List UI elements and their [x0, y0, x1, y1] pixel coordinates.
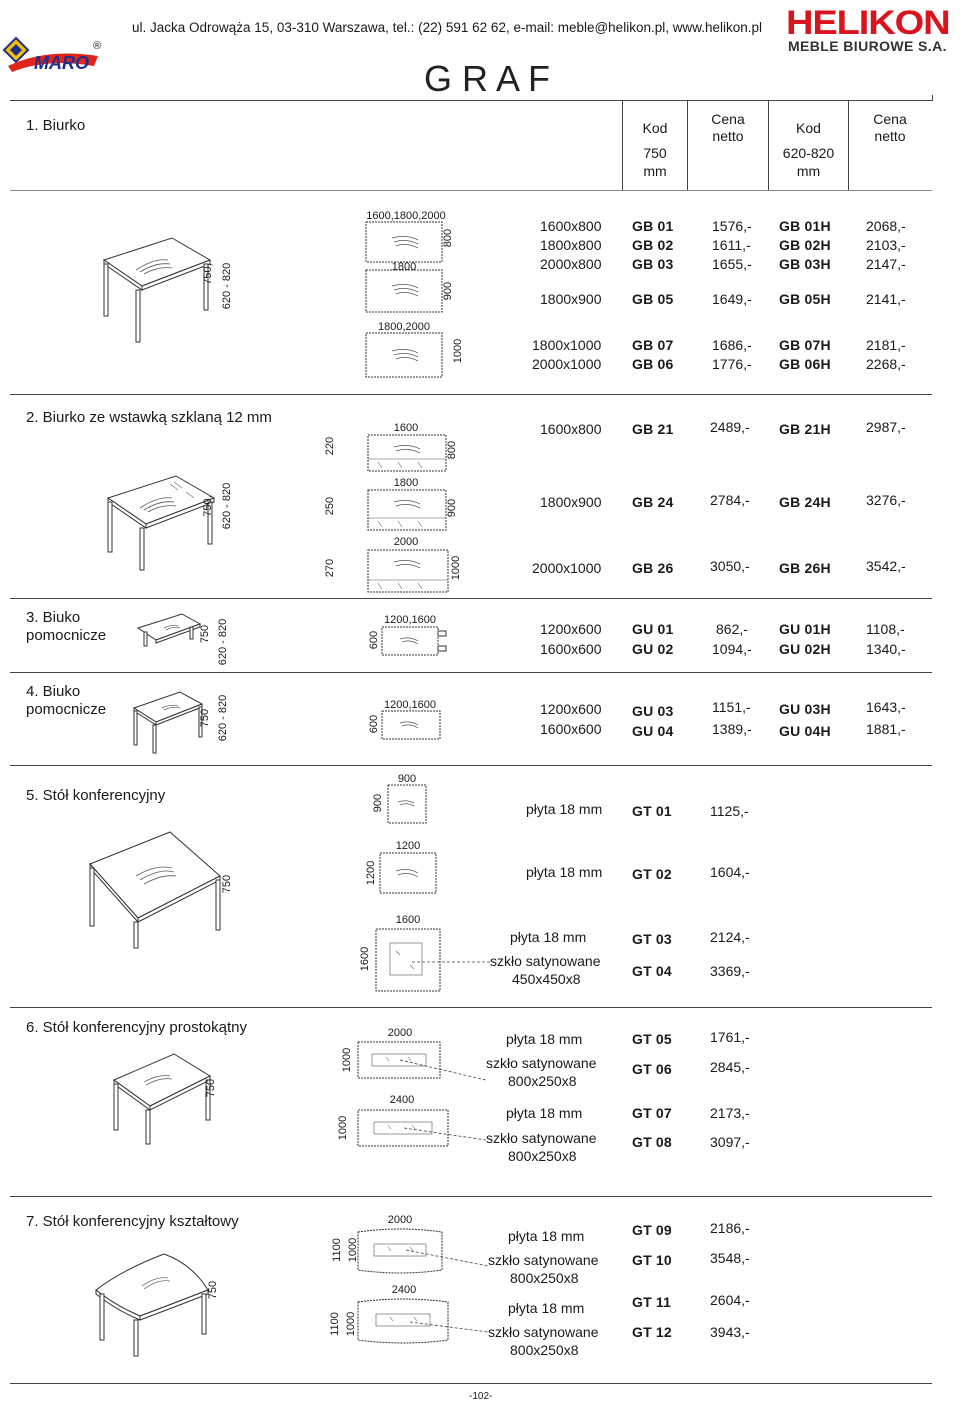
s2-height-1: 750, — [202, 495, 214, 517]
s4-code-1: GU 04 — [632, 723, 674, 739]
s7-leader-1 — [406, 1250, 492, 1270]
s6-leader-1 — [400, 1060, 490, 1090]
s5-code-0: GT 01 — [632, 803, 672, 819]
section-1-title: 1. Biurko — [26, 117, 86, 134]
s1-code-h-2: GB 03H — [779, 256, 831, 272]
col-line-2 — [687, 101, 688, 190]
s1-price-h-3: 2141,- — [866, 291, 906, 307]
s4-code-0: GU 03 — [632, 703, 674, 719]
s5-height: 750 — [221, 874, 233, 894]
s3-code-0: GU 01 — [632, 621, 674, 637]
s2-plan-2 — [368, 490, 446, 530]
divider-s3 — [10, 598, 932, 599]
s1-dim-right-2: 900 — [442, 281, 454, 301]
maro-logo-icon — [6, 36, 106, 76]
s5-desc-0: płyta 18 mm — [526, 801, 603, 817]
s7-desc-0: płyta 18 mm — [508, 1228, 585, 1244]
s6-dim-left-2: 1000 — [337, 1115, 349, 1141]
s1-code-1: GB 02 — [632, 237, 674, 253]
s1-plan-2 — [366, 333, 442, 377]
s6-price-3: 3097,- — [710, 1134, 750, 1150]
header-address: ul. Jacka Odrowąża 15, 03-310 Warszawa, tel.: (22) 591 62 62, e-mail: meble@helikon.pl, www.helikon.pl — [132, 20, 763, 35]
s7-code-1: GT 10 — [632, 1252, 672, 1268]
s6-desc2-3: 800x250x8 — [508, 1148, 577, 1164]
s7-code-2: GT 11 — [632, 1294, 672, 1310]
s6-price-1: 2845,- — [710, 1059, 750, 1075]
s1-price-h-2: 2147,- — [866, 256, 906, 272]
s1-size-0: 1600x800 — [540, 218, 602, 234]
s2-dim-right-3: 1000 — [450, 555, 462, 581]
s3-price-0: 862,- — [716, 621, 748, 637]
divider-s7 — [10, 1196, 932, 1197]
helikon-logo-sub: MEBLE BIUROWE S.A. — [788, 38, 947, 54]
desk-illustration-1 — [96, 230, 216, 340]
s1-dim-top-1: 1600,1800,2000 — [366, 210, 446, 222]
s5-price-0: 1125,- — [710, 803, 749, 819]
s7-price-2: 2604,- — [710, 1292, 750, 1308]
s4-height-2: 620 - 820 — [217, 694, 229, 742]
s5-dim-left-3: 1600 — [359, 946, 371, 972]
s5-price-1: 1604,- — [710, 864, 750, 880]
s1-code-h-5: GB 06H — [779, 356, 831, 372]
s5-plan-1 — [388, 785, 426, 823]
s3-price-1: 1094,- — [712, 641, 752, 657]
s4-plan — [382, 711, 442, 739]
s2-price-h-0: 2987,- — [866, 419, 906, 435]
s2-price-1: 2784,- — [710, 492, 750, 508]
col-kod-1-dim: 750 — [643, 145, 667, 161]
s1-dim-mid: 1800 — [391, 261, 417, 273]
s7-desc-1: szkło satynowane — [488, 1252, 599, 1268]
s1-price-h-1: 2103,- — [866, 237, 906, 253]
s6-height: 750 — [205, 1078, 217, 1098]
s5-desc-2: płyta 18 mm — [510, 929, 587, 945]
s7-price-0: 2186,- — [710, 1220, 750, 1236]
s3-price-h-1: 1340,- — [866, 641, 906, 657]
s4-price-h-0: 1643,- — [866, 699, 906, 715]
s4-code-h-0: GU 03H — [779, 701, 831, 717]
s5-dim-top-1: 900 — [397, 773, 417, 785]
s4-size-0: 1200x600 — [540, 701, 602, 717]
s5-code-2: GT 03 — [632, 931, 672, 947]
s1-code-h-4: GB 07H — [779, 337, 831, 353]
col-kod-1-unit: mm — [643, 163, 667, 179]
s6-dim-top-2: 2400 — [389, 1094, 415, 1106]
s5-desc2-3: 450x450x8 — [512, 971, 581, 987]
s6-dim-left-1: 1000 — [341, 1047, 353, 1073]
s1-price-h-4: 2181,- — [866, 337, 906, 353]
s2-code-0: GB 21 — [632, 421, 674, 437]
s4-price-1: 1389,- — [712, 721, 752, 737]
s1-code-h-0: GB 01H — [779, 218, 831, 234]
s6-desc-2: płyta 18 mm — [506, 1105, 583, 1121]
col-line-1 — [622, 101, 623, 190]
s6-code-1: GT 06 — [632, 1061, 672, 1077]
maro-logo — [6, 36, 106, 76]
divider-bottom — [10, 1383, 932, 1384]
s2-price-h-2: 3542,- — [866, 558, 906, 574]
s3-size-0: 1200x600 — [540, 621, 602, 637]
divider-s6 — [10, 1007, 932, 1008]
s6-code-2: GT 07 — [632, 1105, 672, 1121]
s6-price-2: 2173,- — [710, 1105, 750, 1121]
s6-desc-3: szkło satynowane — [486, 1130, 597, 1146]
page-number: -102- — [469, 1391, 493, 1402]
s7-dim-l1-1: 1100 — [331, 1238, 343, 1262]
s1-code-h-1: GB 02H — [779, 237, 831, 253]
divider-head — [10, 190, 932, 191]
s5-code-3: GT 04 — [632, 963, 672, 979]
s5-dim-left-1: 900 — [372, 793, 384, 813]
divider-s4 — [10, 672, 932, 673]
s1-dim-right-1: 800 — [442, 228, 454, 248]
s1-price-0: 1576,- — [712, 218, 752, 234]
col-cena-1-b: netto — [712, 128, 744, 144]
s1-price-2: 1655,- — [712, 256, 752, 272]
s3-dim-top: 1200,1600 — [384, 614, 436, 626]
s1-size-4: 1800x1000 — [532, 337, 602, 353]
s1-code-h-3: GB 05H — [779, 291, 831, 307]
s4-height-1: 750 — [199, 708, 211, 728]
col-kod-1: Kod — [642, 120, 668, 136]
s4-dim-top: 1200,1600 — [384, 699, 436, 711]
s3-code-h-1: GU 02H — [779, 641, 831, 657]
divider-s5 — [10, 765, 932, 766]
s1-size-1: 1800x800 — [540, 237, 602, 253]
s7-code-3: GT 12 — [632, 1324, 672, 1340]
s6-code-0: GT 05 — [632, 1031, 672, 1047]
s7-dim-l2-1: 1000 — [347, 1237, 359, 1263]
page-title: G R A F — [424, 58, 551, 99]
s1-height-2: 620 - 820 — [221, 262, 233, 310]
s6-code-3: GT 08 — [632, 1134, 672, 1150]
s7-desc2-1: 800x250x8 — [510, 1270, 579, 1286]
s1-code-3: GB 05 — [632, 291, 674, 307]
section-2-title: 2. Biurko ze wstawką szklaną 12 mm — [26, 409, 272, 426]
s6-price-0: 1761,- — [710, 1029, 750, 1045]
col-cena-2-b: netto — [874, 128, 906, 144]
s2-dim-top-1: 1600 — [393, 422, 419, 434]
s1-height-1: 750, — [202, 263, 214, 285]
s2-height-2: 620 - 820 — [221, 482, 233, 530]
s6-desc-0: płyta 18 mm — [506, 1031, 583, 1047]
s5-plan-2 — [380, 853, 436, 893]
s2-code-h-1: GB 24H — [779, 494, 831, 510]
helikon-logo-text: HELIKON — [786, 4, 950, 42]
s5-dim-top-2: 1200 — [395, 840, 421, 852]
s5-desc-3: szkło satynowane — [490, 953, 601, 969]
col-kod-2-unit: mm — [796, 163, 821, 179]
s1-dim-top-2: 1800,2000 — [378, 321, 430, 333]
conf-table-illustration-7 — [92, 1250, 212, 1358]
s4-dim-left: 600 — [368, 714, 380, 734]
s2-plan-3 — [368, 550, 448, 592]
divider-top — [10, 100, 932, 101]
section-3-title-b: pomocnicze — [26, 627, 107, 644]
s3-dim-left: 600 — [368, 630, 380, 650]
s7-desc-3: szkło satynowane — [488, 1324, 599, 1340]
col-kod-2-dim: 620-820 — [782, 145, 835, 161]
s2-price-h-1: 3276,- — [866, 492, 906, 508]
s5-dim-top-3: 1600 — [395, 914, 421, 926]
s1-price-h-0: 2068,- — [866, 218, 906, 234]
conf-table-illustration-6 — [110, 1050, 214, 1146]
section-3-title-a: 3. Biuko — [26, 609, 81, 626]
s3-height-2: 620 - 820 — [217, 618, 229, 666]
s1-size-3: 1800x900 — [540, 291, 602, 307]
s7-code-0: GT 09 — [632, 1222, 672, 1238]
col-kod-2: Kod — [796, 120, 821, 136]
s5-leader-line — [412, 960, 492, 964]
s1-code-2: GB 03 — [632, 256, 674, 272]
section-4-title-b: pomocnicze — [26, 701, 107, 718]
s7-dim-l1-2: 1100 — [329, 1312, 341, 1336]
s4-price-h-1: 1881,- — [866, 721, 906, 737]
aux-desk-illustration-3 — [134, 612, 204, 652]
s6-desc2-1: 800x250x8 — [508, 1073, 577, 1089]
s2-plan-1 — [368, 435, 446, 471]
s3-plan — [382, 627, 450, 655]
col-line-3 — [768, 101, 769, 190]
s4-code-h-1: GU 04H — [779, 723, 831, 739]
s1-code-0: GB 01 — [632, 218, 674, 234]
s3-code-1: GU 02 — [632, 641, 674, 657]
s2-code-2: GB 26 — [632, 560, 674, 576]
s7-dim-top-1: 2000 — [387, 1214, 413, 1226]
section-6-title: 6. Stół konferencyjny prostokątny — [26, 1019, 247, 1036]
s1-price-5: 1776,- — [712, 356, 752, 372]
s7-dim-top-2: 2400 — [391, 1284, 417, 1296]
s5-desc-1: płyta 18 mm — [526, 864, 603, 880]
s1-price-3: 1649,- — [712, 291, 752, 307]
s7-price-3: 3943,- — [710, 1324, 750, 1340]
divider-s2 — [10, 394, 932, 395]
s2-price-0: 2489,- — [710, 419, 750, 435]
s1-size-2: 2000x800 — [540, 256, 602, 272]
s2-code-h-2: GB 26H — [779, 560, 831, 576]
col-cena-2-a: Cena — [873, 111, 907, 127]
helikon-logo — [786, 4, 956, 56]
s3-price-h-0: 1108,- — [866, 621, 905, 637]
s5-price-2: 2124,- — [710, 929, 750, 945]
section-4-title-a: 4. Biuko — [26, 683, 81, 700]
s7-price-1: 3548,- — [710, 1250, 750, 1266]
s3-code-h-0: GU 01H — [779, 621, 831, 637]
conf-table-illustration-5 — [86, 828, 226, 950]
s3-size-1: 1600x600 — [540, 641, 602, 657]
section-7-title: 7. Stół konferencyjny kształtowy — [26, 1213, 239, 1230]
s1-price-4: 1686,- — [712, 337, 752, 353]
col-line-4 — [848, 101, 849, 190]
s7-leader-2 — [410, 1322, 492, 1338]
s2-dim-left-3: 270 — [324, 558, 336, 578]
s7-height: 750 — [207, 1280, 219, 1300]
s5-code-1: GT 02 — [632, 866, 672, 882]
aux-desk-illustration-4 — [130, 690, 210, 756]
s2-dim-top-2: 1800 — [393, 477, 419, 489]
s2-dim-top-3: 2000 — [393, 536, 419, 548]
s1-code-4: GB 07 — [632, 337, 674, 353]
divider-right-top — [932, 95, 933, 101]
s1-code-5: GB 06 — [632, 356, 674, 372]
s6-leader-2 — [404, 1128, 490, 1148]
col-cena-1-a: Cena — [711, 111, 745, 127]
s4-size-1: 1600x600 — [540, 721, 602, 737]
s1-price-h-5: 2268,- — [866, 356, 906, 372]
s1-size-5: 2000x1000 — [532, 356, 602, 372]
s2-size-0: 1600x800 — [540, 421, 602, 437]
s7-dim-l2-2: 1000 — [345, 1311, 357, 1337]
s5-dim-left-2: 1200 — [365, 860, 377, 886]
s2-dim-left-1: 220 — [324, 436, 336, 456]
s2-dim-right-1: 800 — [446, 440, 458, 460]
s4-price-0: 1151,- — [712, 699, 751, 715]
s1-price-1: 1611,- — [712, 237, 751, 253]
s6-dim-top-1: 2000 — [387, 1027, 413, 1039]
registered-mark: ® — [93, 40, 102, 52]
s5-price-3: 3369,- — [710, 963, 750, 979]
s2-size-1: 1800x900 — [540, 494, 602, 510]
s6-desc-1: szkło satynowane — [486, 1055, 597, 1071]
svg-text:MARO: MARO — [34, 53, 89, 73]
s1-dim-right-3: 1000 — [452, 338, 464, 364]
s2-code-1: GB 24 — [632, 494, 674, 510]
s2-dim-left-2: 250 — [324, 496, 336, 516]
s7-desc-2: płyta 18 mm — [508, 1300, 585, 1316]
s2-size-2: 2000x1000 — [532, 560, 602, 576]
section-5-title: 5. Stół konferencyjny — [26, 787, 166, 804]
s2-price-2: 3050,- — [710, 558, 750, 574]
s2-dim-right-2: 900 — [446, 498, 458, 518]
s2-code-h-0: GB 21H — [779, 421, 831, 437]
s7-desc2-3: 800x250x8 — [510, 1342, 579, 1358]
s3-height-1: 750 — [199, 624, 211, 644]
